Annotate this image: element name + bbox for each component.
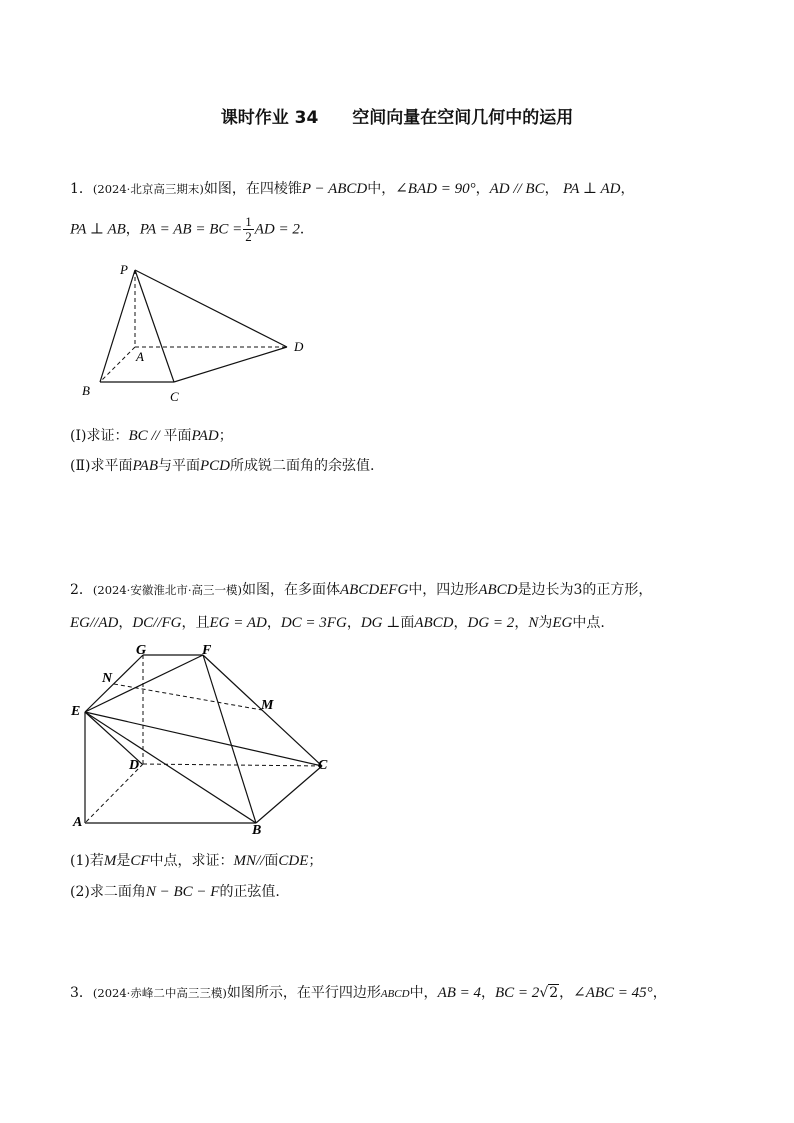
- q1-part1: (Ⅰ)求证：BC // 平面PAD；: [70, 428, 233, 444]
- q3-source: (2024·赤峰二中高三三模): [92, 986, 227, 1000]
- label-P: P: [120, 262, 128, 277]
- q2-part2: (2)求二面角N − BC − F的正弦值.: [70, 884, 280, 900]
- fraction-one-half: $\frac{1}{2}$: [245, 214, 252, 244]
- label-B: B: [252, 823, 262, 838]
- page-title: 课时作业 34 空间向量在空间几何中的运用: [220, 108, 574, 128]
- q2-statement-line2: EG//AD，DC//FG，且EG = AD，DC = 3FG，DG ⊥面ABCD，DG = 2，N为EG中点.: [70, 615, 605, 631]
- q2-part1: (1)若M是CF中点，求证：MN//面CDE；: [70, 853, 323, 869]
- label-E: E: [71, 704, 81, 719]
- label-N: N: [102, 671, 113, 686]
- hidden-edge-DC: [143, 764, 322, 766]
- q2-polyhedron-figure: [68, 638, 348, 843]
- q2-statement-line1: 2．(2024·安徽淮北市·高三一模)如图，在多面体ABCDEFG中，四边形ABCD是边长为3的正方形，: [70, 582, 653, 598]
- label-G: G: [136, 643, 147, 658]
- edge-PB: [100, 270, 135, 382]
- edge-BC: [256, 766, 322, 823]
- label-A: A: [73, 815, 83, 830]
- label-M: M: [261, 698, 274, 713]
- hidden-segment-NM: [114, 684, 262, 710]
- label-C: C: [170, 389, 179, 404]
- label-B: B: [82, 383, 90, 398]
- label-F: F: [202, 643, 212, 658]
- edge-ED: [85, 712, 142, 764]
- edge-EB: [85, 712, 256, 823]
- q1-part2: (Ⅱ)求平面PAB与平面PCD所成锐二面角的余弦值.: [70, 458, 375, 474]
- label-A: A: [136, 349, 144, 364]
- edge-EC: [85, 712, 322, 766]
- label-C: C: [318, 758, 328, 773]
- q1-statement-line2: PA ⊥ AB，PA = AB = BC = $\frac{1}{2}$ AD = 2．: [70, 214, 314, 244]
- q1-source: (2024·北京高三期末): [92, 182, 204, 196]
- q2-source: (2024·安徽淮北市·高三一模): [92, 583, 242, 597]
- sqrt-symbol: √2: [539, 985, 559, 1001]
- edge-EG: [85, 655, 143, 712]
- edge-CD: [174, 347, 287, 382]
- label-D: D: [294, 339, 304, 354]
- label-D: D: [129, 758, 140, 773]
- q1-statement-line1: 1．(2024·北京高三期末)如图，在四棱锥P − ABCD中，∠BAD = 90°，AD // BC， PA ⊥ AD，: [70, 181, 635, 197]
- q3-statement-line1: 3．(2024·赤峰二中高三三模)如图所示，在平行四边形ABCD中，AB = 4，BC = 2√2，∠ABC = 45°，: [70, 985, 667, 1001]
- q1-pyramid-figure: [70, 258, 320, 408]
